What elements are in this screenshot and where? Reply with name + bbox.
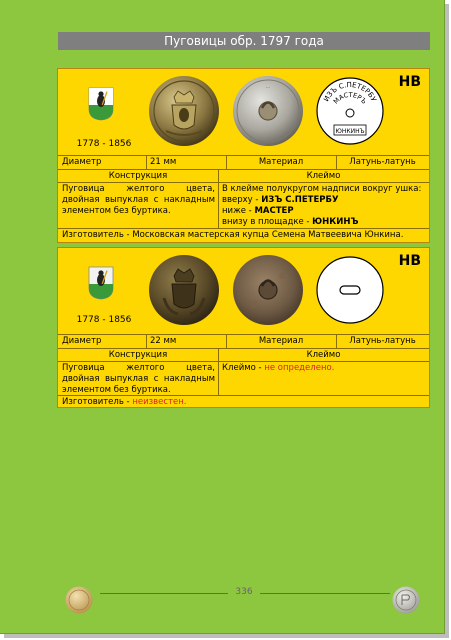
rarity-badge: НВ <box>398 74 421 90</box>
material-label: Материал <box>258 336 304 346</box>
hallmark-drawing <box>316 77 384 145</box>
description-row <box>58 182 429 228</box>
page-number: 336 <box>235 587 253 597</box>
years-label: 1778 - 1856 <box>76 139 132 149</box>
spec-row <box>58 155 429 169</box>
maker-text: Изготовитель - неизвестен. <box>62 397 187 407</box>
material-value: Латунь-латунь <box>349 157 416 167</box>
hallmark-text: Клеймо - не определено. <box>222 363 335 373</box>
maker-row <box>58 395 429 408</box>
maker-text: Изготовитель - Московская мастерская купца Семена Матвеевича Юнкина. <box>62 230 404 240</box>
header-row <box>58 348 429 361</box>
footer-rule-right <box>260 593 390 594</box>
material-value: Латунь-латунь <box>349 336 416 346</box>
button-front-image <box>148 254 220 326</box>
hallmark-line-middle: ниже - МАСТЕР <box>222 206 294 216</box>
construction-header: Конструкция <box>108 350 168 360</box>
page-title: Пуговицы обр. 1797 года <box>58 32 430 50</box>
button-back-image <box>232 75 304 147</box>
hallmark-header: Клеймо <box>306 171 341 181</box>
rarity-badge: НВ <box>398 253 421 269</box>
footer-coin-left-icon <box>65 586 93 614</box>
hallmark-line-bottom: внизу в площадке - ЮНКИНЪ <box>222 217 359 227</box>
diameter-label: Диаметр <box>62 157 102 167</box>
footer-coin-right-icon <box>392 586 420 614</box>
button-back-image <box>232 254 304 326</box>
stamp-text-bottom: ЮНКИНЪ <box>335 128 365 135</box>
button-card-1 <box>57 68 430 243</box>
stamp-text-top: ИЗЪ С.ПЕТЕРБУ <box>322 80 378 103</box>
button-front-image <box>148 75 220 147</box>
hallmark-header: Клеймо <box>306 350 341 360</box>
years-label: 1778 - 1856 <box>76 315 132 325</box>
stamp-text-middle: МАСТЕРЪ <box>331 90 369 106</box>
hallmark-intro: В клейме полукругом надписи вокруг ушка: <box>222 184 422 194</box>
coat-of-arms-icon <box>88 266 114 300</box>
hallmark-text <box>218 183 429 228</box>
header-row <box>58 169 429 182</box>
spec-row <box>58 334 429 348</box>
button-card-2 <box>57 247 430 408</box>
construction-header: Конструкция <box>108 171 168 181</box>
description-row <box>58 361 429 395</box>
coat-of-arms-icon <box>88 87 114 121</box>
maker-row <box>58 228 429 242</box>
hallmark-drawing-blank <box>316 256 384 324</box>
construction-text: Пуговица желтого цвета, двойная выпуклая с накладным элементом без буртика. <box>62 363 215 395</box>
diameter-label: Диаметр <box>62 336 102 346</box>
diameter-value: 21 мм <box>150 157 177 167</box>
construction-text: Пуговица желтого цвета, двойная выпуклая с накладным элементом без буртика. <box>62 184 215 216</box>
hallmark-line-top: вверху - ИЗЪ С.ПЕТЕРБУ <box>222 195 339 205</box>
diameter-value: 22 мм <box>150 336 177 346</box>
material-label: Материал <box>258 157 304 167</box>
footer-rule-left <box>100 593 228 594</box>
svg-text:⋯: ⋯ <box>265 85 271 91</box>
